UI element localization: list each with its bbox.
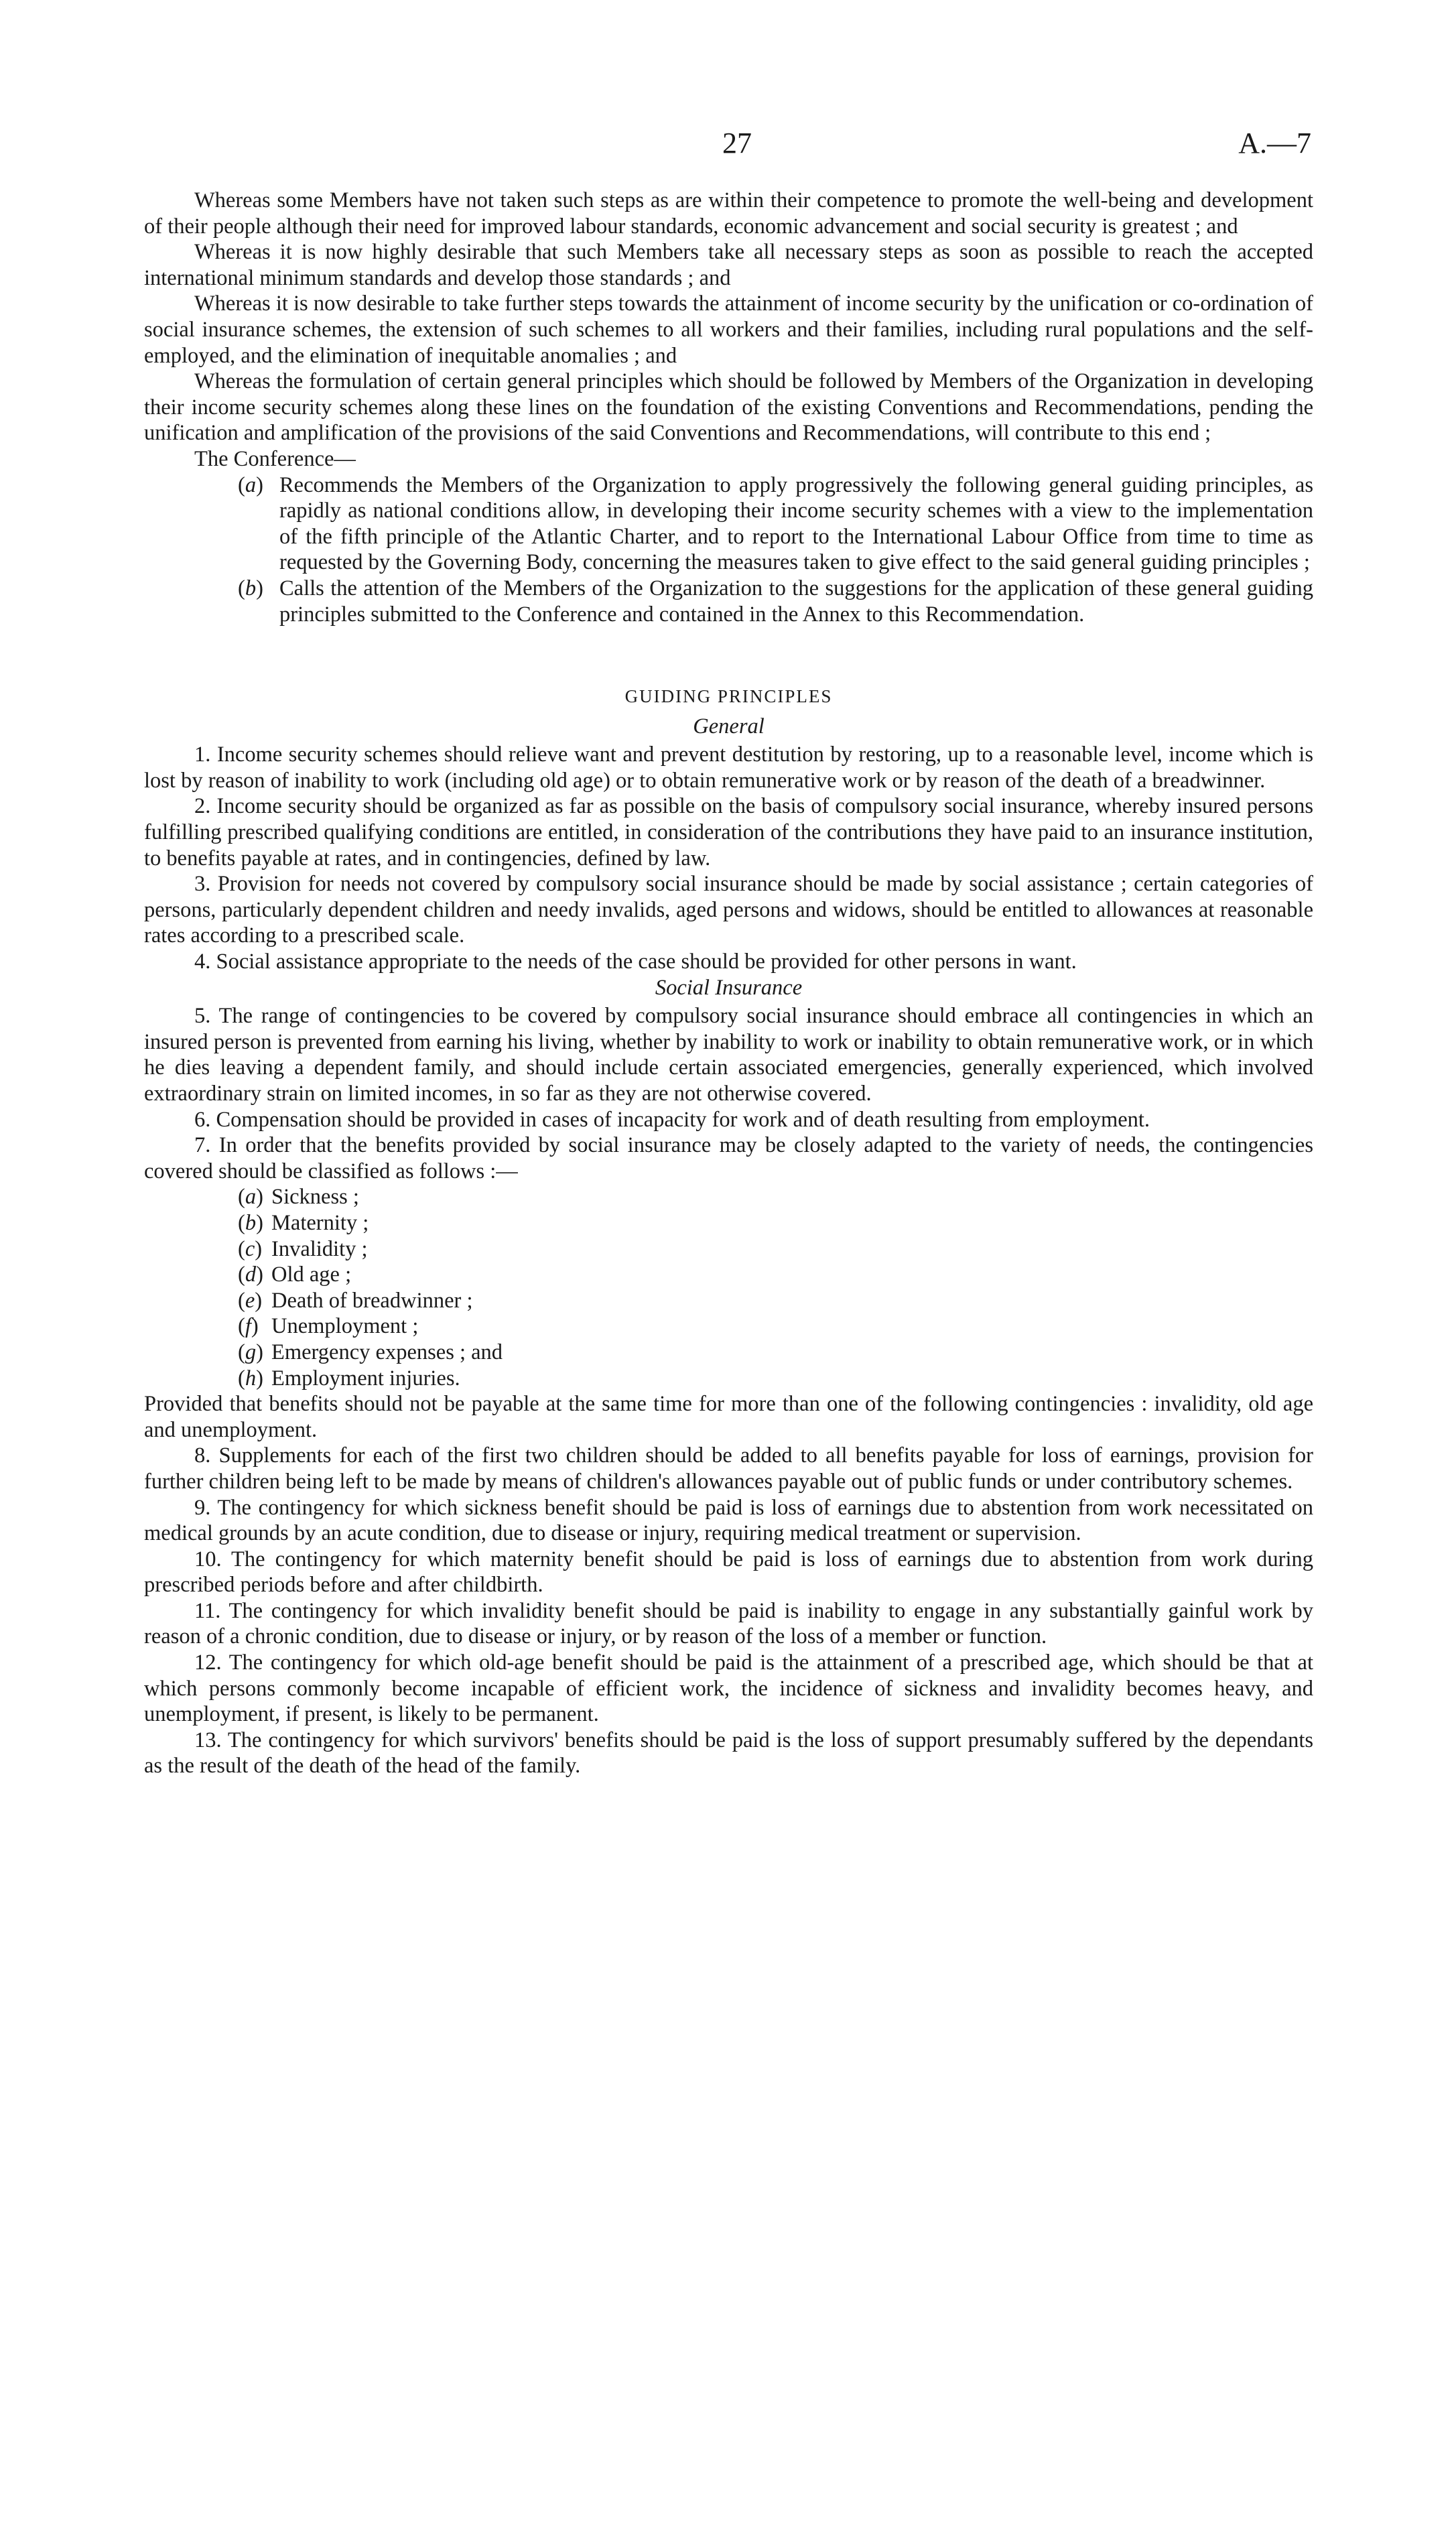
- principle-paragraph: 3. Provision for needs not covered by compulsory social insurance should be made by social assistance ; certain categories of persons, particularly dependent children and needy invalids, aged persons and widows, should be entitled to allowances at reasonable rates according to a prescribed scale.: [144, 872, 1313, 948]
- principle-paragraph: 6. Compensation should be provided in cases of incapacity for work and of death resulting from employment.: [194, 1107, 1150, 1132]
- list-item: (e) Death of breadwinner ;: [238, 1288, 473, 1313]
- clause-text: Calls the attention of the Members of the Organization to the suggestions for the application of these general guiding principles submitted to the Conference and contained in the Annex to this Recommendation.: [279, 576, 1313, 627]
- list-item: (h) Employment injuries.: [238, 1366, 460, 1390]
- principle-paragraph: 7. In order that the benefits provided by social insurance may be closely adapted to the variety of needs, the contingencies covered should be classified as follows :—: [144, 1133, 1313, 1183]
- principle-paragraph: 11. The contingency for which invalidity benefit should be paid is inability to engage in any substantially gainful work by reason of a chronic condition, due to disease or injury, or by reason of the loss of a member or function.: [144, 1598, 1313, 1649]
- clause-marker: (a): [238, 472, 263, 497]
- subsection-heading-general: General: [693, 714, 765, 738]
- list-item: (c) Invalidity ;: [238, 1236, 368, 1261]
- principle-paragraph: 5. The range of contingencies to be covered by compulsory social insurance should embrace all contingencies in which an insured person is prevented from earning his living, whether by inability to work or inability to obtain remunerative work, or in which he dies leaving a dependent family, and should include certain associated emergencies, generally experienced, which involved extraordinary strain on limited incomes, in so far as they are not otherwise covered.: [144, 1004, 1313, 1106]
- principle-paragraph: 10. The contingency for which maternity benefit should be paid is loss of earnings due to abstention from work during prescribed periods before and after childbirth.: [144, 1547, 1313, 1598]
- list-item: (d) Old age ;: [238, 1262, 352, 1287]
- principle-paragraph: 2. Income security should be organized as far as possible on the basis of compulsory social insurance, whereby insured persons fulfilling prescribed qualifying conditions are entitled, in consideration of the contributions they have paid to an insurance institution, to benefits payable at rates, and in contingencies, defined by law.: [144, 794, 1313, 870]
- list-item: (a) Sickness ;: [238, 1185, 359, 1210]
- document-reference: A.—7: [1238, 127, 1311, 159]
- list-item: (g) Emergency expenses ; and: [238, 1340, 503, 1364]
- principle-paragraph: 12. The contingency for which old-age benefit should be paid is the attainment of a prescribed age, which should be that at which persons commonly become incapable of efficient work, the incidence of sickness and invalidity becomes heavy, and unemployment, if present, is likely to be permanent.: [144, 1650, 1313, 1727]
- principle-paragraph: 1. Income security schemes should relieve want and prevent destitution by restoring, up to a reasonable level, income which is lost by reason of inability to work (including old age) or to obtain remunerative work or by reason of the death of a breadwinner.: [144, 742, 1313, 793]
- clause-text: Recommends the Members of the Organization to apply progressively the following general guiding principles, as rapidly as national conditions allow, in developing their income security schemes with a view to the implementation of the fifth principle of the Atlantic Charter, and to report to the International Labour Office from time to time as requested by the Governing Body, concerning the measures taken to give effect to the said general guiding principles ;: [279, 472, 1313, 575]
- preamble-paragraph: Whereas some Members have not taken such steps as are within their competence to promote the well-being and development of their people although their need for improved labour standards, economic advancement and social security is greatest ; and: [144, 188, 1313, 239]
- preamble-paragraph: Whereas it is now desirable to take further steps towards the attainment of income security by the unification or co-ordination of social insurance schemes, the extension of such schemes to all workers and their families, including rural populations and the self-employed, and the elimination of inequitable anomalies ; and: [144, 292, 1313, 368]
- subsection-heading-social-insurance: Social Insurance: [655, 975, 803, 1000]
- principle-paragraph: 8. Supplements for each of the first two children should be added to all benefits payable for loss of earnings, provision for further children being left to be made by means of children's allowances payable out of public funds or under contributory schemes.: [144, 1443, 1313, 1494]
- principle-paragraph: 13. The contingency for which survivors' benefits should be paid is the loss of support presumably suffered by the dependants as the result of the death of the head of the family.: [144, 1728, 1313, 1778]
- principle-paragraph: 9. The contingency for which sickness benefit should be paid is loss of earnings due to abstention from work necessitated on medical grounds by an acute condition, due to disease or injury, requiring medical treatment or supervision.: [144, 1495, 1313, 1546]
- page-number: 27: [722, 127, 752, 159]
- conference-clause-a: [144, 472, 1313, 576]
- list-item: (f) Unemployment ;: [238, 1314, 419, 1339]
- conference-clause-b: [144, 576, 1313, 627]
- preamble-paragraph: Whereas the formulation of certain general principles which should be followed by Members of the Organization in developing their income security schemes along these lines on the foundation of the existing Conventions and Recommendations, pending the unification and amplification of the provisions of the said Conventions and Recommendations, will contribute to this end ;: [144, 369, 1313, 446]
- proviso-paragraph: Provided that benefits should not be payable at the same time for more than one of the following contingencies : invalidity, old age and unemployment.: [144, 1392, 1313, 1442]
- contingency-list: [144, 1184, 1313, 1391]
- principle-paragraph: 4. Social assistance appropriate to the needs of the case should be provided for other persons in want.: [194, 950, 1077, 974]
- page-body: [144, 188, 1313, 1779]
- list-item: (b) Maternity ;: [238, 1210, 369, 1235]
- clause-marker: (b): [238, 576, 263, 600]
- conference-intro: The Conference—: [194, 446, 356, 471]
- preamble-paragraph: Whereas it is now highly desirable that such Members take all necessary steps as soon as possible to reach the accepted international minimum standards and develop those standards ; and: [144, 240, 1313, 290]
- section-title: GUIDING PRINCIPLES: [624, 686, 833, 707]
